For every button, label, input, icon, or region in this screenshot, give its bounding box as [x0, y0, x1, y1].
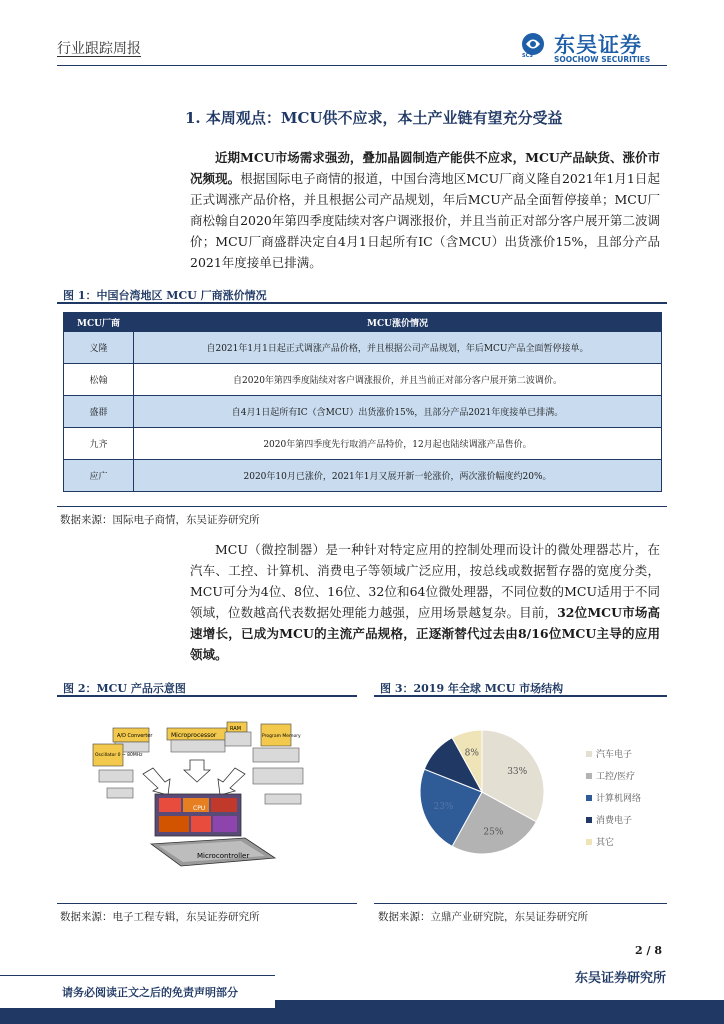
- pie-data-label: 8%: [464, 748, 479, 759]
- label-microcontroller: Microcontroller: [197, 852, 250, 860]
- figure3-title: 图 3：2019 年全球 MCU 市场结构: [380, 682, 564, 695]
- table-cell-vendor: 应广: [64, 460, 134, 492]
- table-cell-vendor: 义隆: [64, 332, 134, 364]
- disclaimer-text: 请务必阅读正文之后的免责声明部分: [62, 986, 238, 999]
- company-logo: [520, 32, 670, 64]
- label-program-memory: Program Memory: [262, 734, 301, 739]
- footer-org: 东吴证券研究所: [574, 971, 666, 986]
- table-cell-detail: 自2020年第四季度陆续对客户调涨报价，并且当前正对部分客户展开第二波调价。: [134, 364, 662, 396]
- table-row: [64, 332, 662, 364]
- table-cell-detail: 自2021年1月1日起正式调涨产品价格，并且根据公司产品规划，年后MCU产品全面暂停接单。: [134, 332, 662, 364]
- legend-swatch: [586, 751, 592, 757]
- table-cell-vendor: 松翰: [64, 364, 134, 396]
- legend-swatch: [586, 839, 592, 845]
- pie-data-label: 23%: [433, 801, 454, 812]
- figure1-title-rule: [57, 302, 667, 304]
- table-row: [64, 396, 662, 428]
- mcu-bold-text: 32位MCU市场高速增长，已成为MCU的主流产品规格，正逐渐替代过去由8/16位MCU主导的应用领域。: [190, 605, 660, 662]
- legend-label: 工控/医疗: [596, 772, 636, 782]
- table-cell-vendor: 盛群: [64, 396, 134, 428]
- table-cell-detail: 自4月1日起所有IC（含MCU）出货涨价15%，且部分产品2021年度接单已排满。: [134, 396, 662, 428]
- header-section-label: 行业跟踪周报: [57, 41, 141, 57]
- mcu-die-icon: [155, 794, 241, 836]
- legend-label: 其它: [596, 838, 615, 848]
- arrow-icons: [143, 760, 245, 795]
- legend-label: 消费电子: [596, 816, 633, 826]
- figure1-bottom-rule: [57, 506, 667, 507]
- table-row: [64, 460, 662, 492]
- mcu-paragraph: [190, 539, 660, 665]
- intro-bold-text: 近期MCU市场需求强劲，叠加晶圆制造产能供不应求，MCU产品缺货、涨价市况频现。: [190, 150, 660, 186]
- header-rule: [57, 65, 667, 66]
- figure2-title: 图 2：MCU 产品示意图: [63, 682, 186, 695]
- legend-swatch: [586, 773, 592, 779]
- label-microprocessor: Microprocessor: [171, 732, 217, 739]
- table-cell-detail: 2020年10月已涨价，2021年1月又展开新一轮涨价，两次涨价幅度约20%。: [134, 460, 662, 492]
- mcu-body-text: MCU（微控制器）是一种针对特定应用的控制处理而设计的微处理器芯片，在汽车、工控、计算机、消费电子等领域广泛应用，按总线或数据暂存器的宽度分类，MCU可分为4位、8位、16位、32位和64位微处理器，不同位数的MCU适用于不同领域，位数越高代表数据处理能力越强，应用场景越复杂。目前，: [190, 542, 660, 620]
- table-row: [64, 428, 662, 460]
- label-oscillator: Oscillator 0 ~ 80MHz: [95, 753, 143, 758]
- intro-paragraph: [190, 147, 660, 273]
- mcu-product-diagram: [85, 708, 345, 878]
- figure1-source: 数据来源：国际电子商情，东吴证券研究所: [60, 514, 260, 526]
- table-header-detail: MCU涨价情况: [134, 313, 662, 332]
- label-adc: A/D Converter: [117, 733, 153, 739]
- figure2-bottom-rule: [57, 903, 357, 904]
- intro-body-text: 根据国际电子商情的报道，中国台湾地区MCU厂商义隆自2021年1月1日起正式调涨产品价格，并且根据公司产品规划，年后MCU产品全面暂停接单；MCU厂商松翰自2020年第四季度陆续对客户调涨报价，并且当前正对部分客户展开第二波调价；MCU厂商盛群决定自4月1日起所有IC（含MCU）出货涨价15%，且部分产品2021年度接单已排满。: [190, 171, 660, 270]
- page-number: 2 / 8: [635, 944, 662, 957]
- table-row: [64, 364, 662, 396]
- table-header-row: [64, 313, 662, 332]
- logo-english: SOOCHOW SECURITIES: [554, 55, 651, 64]
- table-cell-detail: 2020年第四季度先行取消产品特价，12月起也陆续调涨产品售价。: [134, 428, 662, 460]
- label-ram: RAM: [230, 726, 242, 732]
- pie-data-label: 25%: [483, 827, 504, 838]
- figure1-title: 图 1：中国台湾地区 MCU 厂商涨价情况: [63, 289, 267, 302]
- logo-mark-text: SCS: [522, 53, 533, 59]
- logo-chinese: 东吴证券: [554, 33, 642, 57]
- program-memory-chip-icon: [253, 724, 299, 762]
- table-cell-vendor: 九齐: [64, 428, 134, 460]
- legend-label: 计算机网络: [596, 794, 642, 804]
- figure3-title-rule: [374, 695, 667, 697]
- section-heading: 1. 本周观点：MCU供不应求，本土产业链有望充分受益: [185, 109, 563, 127]
- price-increase-table: [63, 312, 662, 492]
- market-pie-chart: [380, 705, 666, 895]
- figure3-bottom-rule: [374, 903, 667, 904]
- label-cpu: CPU: [193, 805, 206, 812]
- pie-data-label: 33%: [507, 767, 528, 778]
- figure3-source: 数据来源：立鼎产业研究院，东吴证券研究所: [378, 911, 588, 923]
- figure2-source: 数据来源：电子工程专辑，东吴证券研究所: [60, 911, 260, 923]
- legend-label: 汽车电子: [596, 750, 633, 760]
- legend-swatch: [586, 795, 592, 801]
- figure2-title-rule: [57, 695, 357, 697]
- legend-swatch: [586, 817, 592, 823]
- table-header-vendor: MCU厂商: [64, 313, 134, 332]
